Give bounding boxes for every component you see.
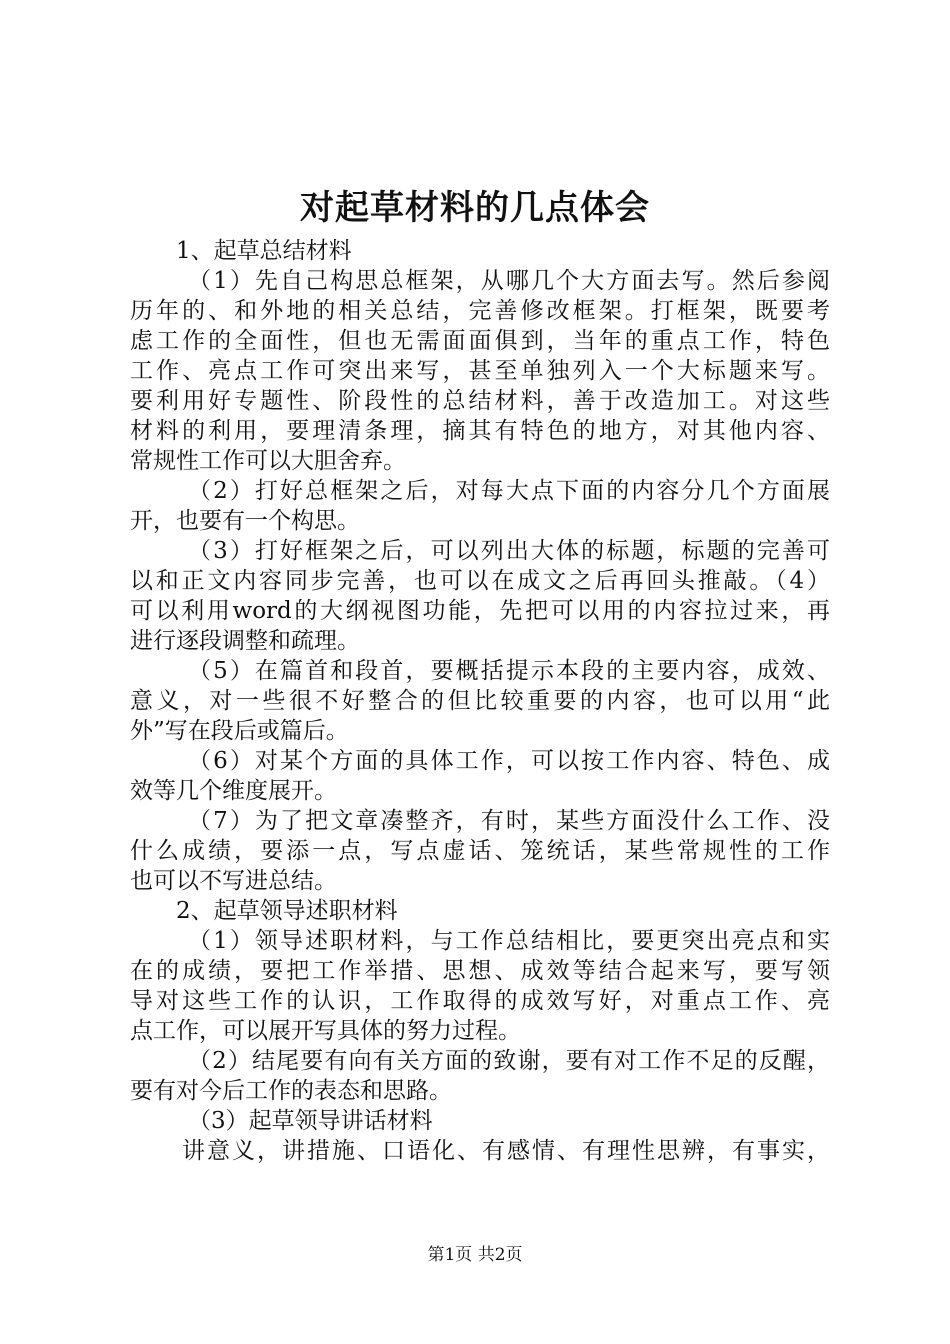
paragraph-line: 点工作，可以展开写具体的努力过程。 (130, 1018, 521, 1044)
paragraph-line: 历年的、和外地的相关总结，完善修改框架。打框架，既要考 (130, 298, 830, 324)
document-title: 对起草材料的几点体会 (300, 188, 650, 228)
paragraph-line: 要利用好专题性、阶段性的总结材料，善于改造加工。对这些 (130, 388, 830, 414)
paragraph-line: 进行逐段调整和疏理。 (130, 628, 360, 654)
paragraph-line: 意义，对一些很不好整合的但比较重要的内容，也可以用“此 (130, 688, 830, 714)
paragraph-line: （7）为了把文章凑整齐，有时，某些方面没什么工作、没 (188, 808, 830, 834)
paragraph-line: （3）打好框架之后，可以列出大体的标题，标题的完善可 (188, 538, 830, 564)
document-body (130, 236, 830, 1166)
paragraph-line: （2）打好总框架之后，对每大点下面的内容分几个方面展 (188, 478, 830, 504)
subsection-heading: （3）起草领导讲话材料 (188, 1108, 433, 1134)
paragraph-line: 在的成绩，要把工作举措、思想、成效等结合起来写，要写领 (130, 958, 830, 984)
page-footer: 第1页 共2页 (427, 1245, 523, 1265)
paragraph-line: （1）先自己构思总框架，从哪几个大方面去写。然后参阅 (188, 268, 830, 294)
paragraph-line: 要有对今后工作的表态和思路。 (130, 1078, 452, 1104)
paragraph-line: 也可以不写进总结。 (130, 868, 337, 894)
paragraph-line: 工作、亮点工作可突出来写，甚至单独列入一个大标题来写。 (130, 358, 830, 384)
paragraph-line: （2）结尾要有向有关方面的致谢，要有对工作不足的反醒， (188, 1048, 830, 1074)
paragraph-line: 虑工作的全面性，但也无需面面俱到，当年的重点工作，特色 (130, 328, 830, 354)
paragraph-line: （6）对某个方面的具体工作，可以按工作内容、特色、成 (188, 748, 830, 774)
paragraph-line: 材料的利用，要理清条理，摘其有特色的地方，对其他内容、 (130, 418, 830, 444)
paragraph-line: 开，也要有一个构思。 (130, 508, 360, 534)
paragraph-line: 常规性工作可以大胆舍弃。 (130, 448, 406, 474)
paragraph-line: 效等几个维度展开。 (130, 778, 337, 804)
paragraph-line: 可以利用word的大纲视图功能，先把可以用的内容拉过来，再 (130, 598, 830, 624)
paragraph-line: （5）在篇首和段首，要概括提示本段的主要内容，成效、 (188, 658, 830, 684)
paragraph-line: 导对这些工作的认识，工作取得的成效写好，对重点工作、亮 (130, 988, 830, 1014)
section-heading: 2、起草领导述职材料 (176, 898, 398, 924)
paragraph-line: 以和正文内容同步完善，也可以在成文之后再回头推敲。（4） (130, 568, 830, 594)
paragraph-line: 外”写在段后或篇后。 (130, 718, 349, 744)
paragraph-line: 什么成绩，要添一点，写点虚话、笼统话，某些常规性的工作 (130, 838, 830, 864)
paragraph-line: （1）领导述职材料，与工作总结相比，要更突出亮点和实 (188, 928, 830, 954)
section-heading: 1、起草总结材料 (176, 238, 352, 264)
paragraph-line: 讲意义，讲措施、口语化、有感情、有理性思辨，有事实， (182, 1138, 830, 1164)
